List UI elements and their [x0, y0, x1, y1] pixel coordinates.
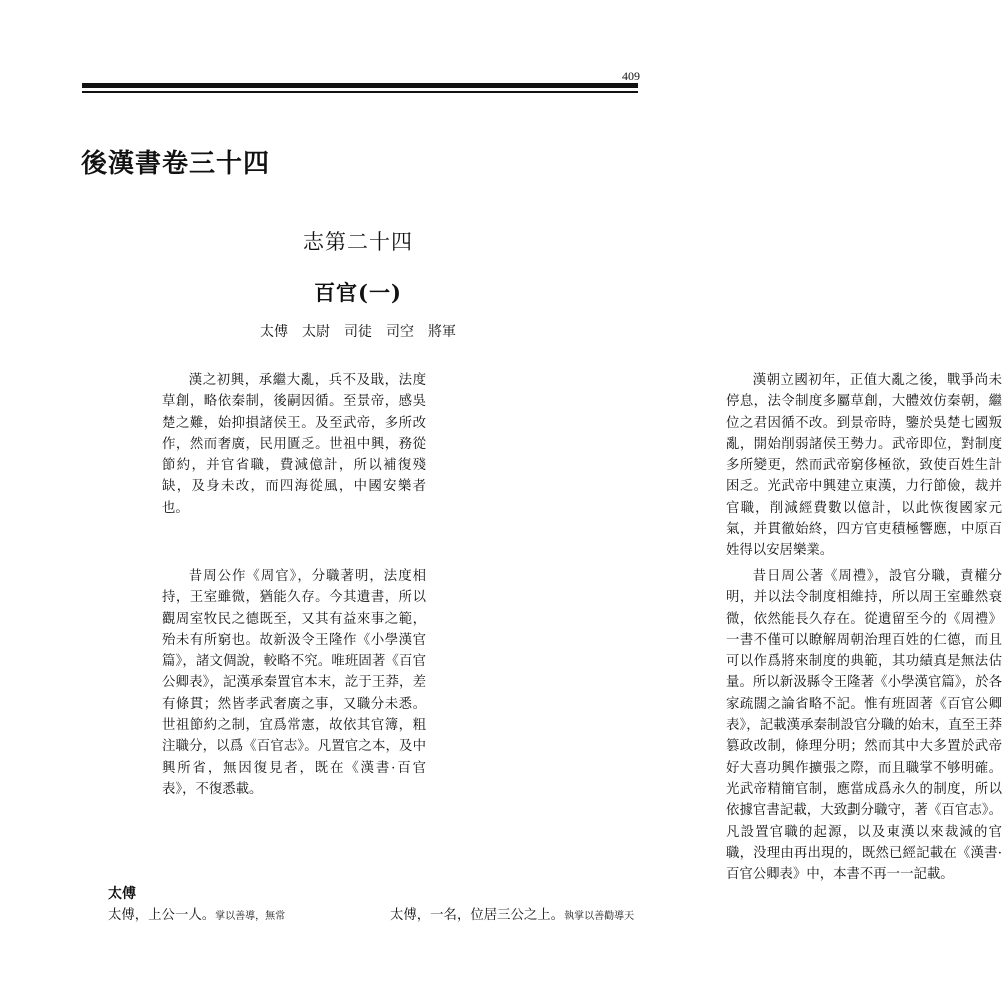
- classical-last-line: [108, 905, 285, 927]
- sub-heading-taifu: 太傅: [108, 886, 136, 902]
- book-title: 後漢書卷三十四: [81, 149, 271, 179]
- classical-last-line-main: 太傅，上公一人。: [108, 908, 216, 923]
- page-number: 409: [622, 69, 640, 83]
- header-rule-thin: [82, 91, 638, 93]
- section-title: 百官(一): [314, 280, 402, 305]
- header-rule-thick: [82, 83, 638, 88]
- classical-last-line-note: 掌以善導，無常: [215, 911, 286, 922]
- officials-line: 太傅 太尉 司徒 司空 將軍: [260, 324, 456, 340]
- translation-last-line-main: 太傅，一名，位居三公之上。: [390, 908, 565, 923]
- translation-last-line-note: 執掌以善勸導天: [564, 911, 635, 922]
- classical-paragraph-2: 昔周公作《周官》，分職著明，法度相持，王室雖微，猶能久存。今其遺書，所以觀周室牧民之德既至，又其有益來事之範，殆未有所窮也。故新汲令王隆作《小學漢官篇》，諸文倜說，較略不究。唯班固著《百官公卿表》，記漢承秦置官本末，訖于王莽，差有條貫；然皆孝武奢廣之事，又職分未悉。世祖節約之制，宜爲常憲，故依其官簿，粗注職分，以爲《百官志》。凡置官之本，及中興所省，無因復見者，既在《漢書·百官表》，不復悉載。: [162, 569, 426, 797]
- treatise-title: 志第二十四: [303, 230, 413, 254]
- translation-paragraph-2: 昔日周公著《周禮》，設官分職，責權分明，并以法令制度相維持，所以周王室雖然衰微，依然能長久存在。從遺留至今的《周禮》一書不僅可以瞭解周朝治理百姓的仁德，而且可以作爲將來制度的典範，其功績真是無法估量。所以新汲縣令王隆著《小學漢官篇》，於各家疏闊之論省略不記。惟有班固著《百官公卿表》，記載漢承秦制設官分職的始末，直至王莽篡政改制，條理分明；然而其中大多置於武帝好大喜功興作擴張之際，而且職掌不够明確。光武帝精簡官制，應當成爲永久的制度，所以依據官書記載，大致劃分職守，著《百官志》。凡設置官職的起源，以及東漢以來裁減的官職，没理由再出現的，既然已經記載在《漢書·百官公卿表》中，本書不再一一記載。: [726, 569, 1002, 883]
- classical-paragraph-1: 漢之初興，承繼大亂，兵不及戢，法度草創，略依秦制，後嗣因循。至景帝，感吳楚之難，始抑損諸侯王。及至武帝，多所改作，然而奢廣，民用匱乏。世祖中興，務從節約，并官省職，費減億計，所以補復殘缺，及身未改，而四海從風，中國安樂者也。: [162, 373, 426, 516]
- translation-paragraph-1: 漢朝立國初年，正值大亂之後，戰爭尚未停息，法令制度多屬草創，大體效仿秦朝，繼位之君因循不改。到景帝時，鑒於吳楚七國叛亂，開始削弱諸侯王勢力。武帝即位，對制度多所變更，然而武帝窮侈極欲，致使百姓生計困乏。光武帝中興建立東漢，力行節儉，裁并官職，削減經費數以億計，以此恢復國家元氣，并貫徹始終，四方官吏積極響應，中原百姓得以安居樂業。: [726, 373, 1002, 559]
- translation-last-line: [390, 905, 634, 927]
